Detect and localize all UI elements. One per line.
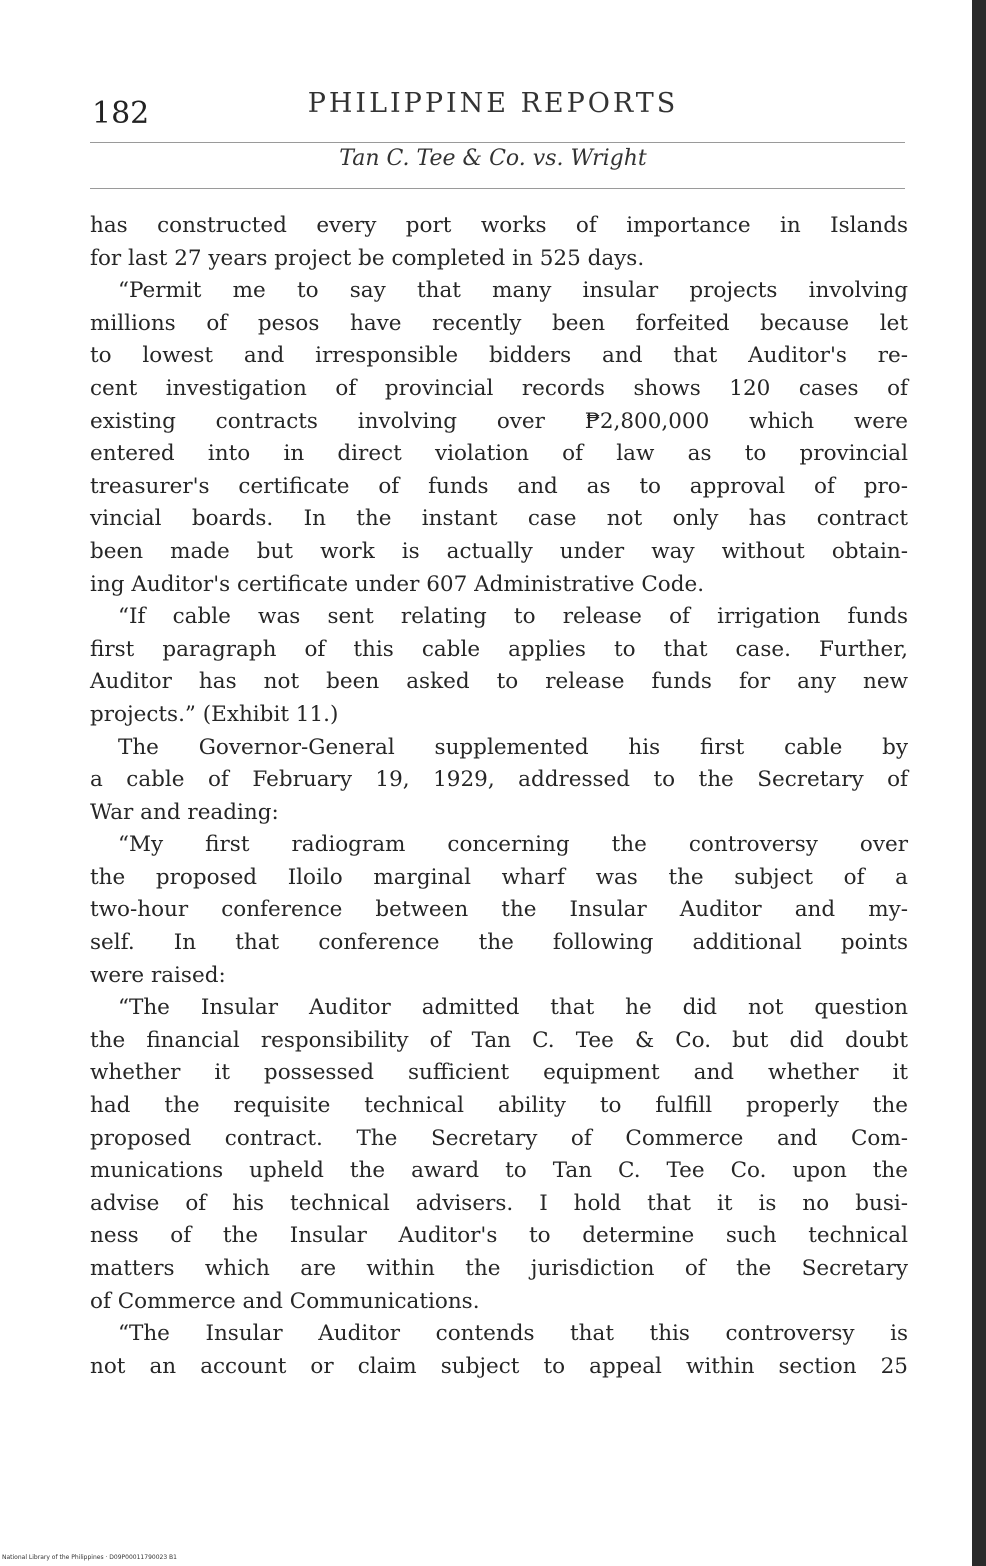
text-line: to lowest and irresponsible bidders and that Auditor's re- (90, 343, 908, 369)
case-title: Tan C. Tee & Co. vs. Wright (339, 146, 647, 171)
text-line: vincial boards. In the instant case not only has contract (90, 506, 908, 532)
text-line: “Permit me to say that many insular projects involving (118, 278, 908, 304)
text-line: two-hour conference between the Insular Auditor and my- (90, 897, 908, 923)
text-line: existing contracts involving over ₱2,800,000 which were (90, 408, 908, 434)
text-line: War and reading: (90, 799, 279, 825)
text-line: first paragraph of this cable applies to that case. Further, (90, 636, 908, 662)
header-rule-top (90, 142, 905, 143)
text-line: ness of the Insular Auditor's to determine such technical (90, 1223, 908, 1249)
text-line: has constructed every port works of importance in Islands (90, 213, 908, 238)
text-line: Auditor has not been asked to release funds for any new (90, 669, 908, 695)
header-rule-bottom (90, 188, 905, 189)
text-line: ing Auditor's certificate under 607 Administrative Code. (90, 571, 705, 597)
page-number: 182 (92, 96, 150, 131)
text-line: munications upheld the award to Tan C. Tee Co. upon the (90, 1158, 908, 1184)
text-line: were raised: (90, 962, 226, 988)
text-line: self. In that conference the following additional points (90, 930, 908, 956)
text-line: “The Insular Auditor admitted that he did not question (118, 995, 908, 1021)
text-line: for last 27 years project be completed in 525 days. (90, 245, 645, 271)
text-line: the proposed Iloilo marginal wharf was the subject of a (90, 864, 908, 890)
text-line: the financial responsibility of Tan C. Tee & Co. but did doubt (90, 1027, 908, 1053)
running-head: PHILIPPINE REPORTS (307, 88, 679, 119)
text-line: of Commerce and Communications. (90, 1288, 480, 1314)
text-line: been made but work is actually under way without obtain- (90, 538, 908, 564)
text-line: had the requisite technical ability to fulfill properly the (90, 1093, 908, 1119)
text-line: not an account or claim subject to appeal within section 25 (90, 1353, 908, 1379)
source-footnote: National Library of the Philippines · D09P00011790023 B1 (2, 1554, 177, 1561)
page-edge-shadow (972, 0, 986, 1566)
text-line: advise of his technical advisers. I hold that it is no busi- (90, 1190, 908, 1216)
body-text (90, 210, 908, 1383)
text-line: “If cable was sent relating to release of irrigation funds (118, 604, 908, 630)
text-line: entered into in direct violation of law as to provincial (90, 441, 908, 467)
text-line: proposed contract. The Secretary of Commerce and Com- (90, 1125, 908, 1151)
text-line: The Governor-General supplemented his first cable by (118, 734, 908, 760)
text-line: “The Insular Auditor contends that this controversy is (118, 1321, 908, 1347)
text-line: matters which are within the jurisdiction of the Secretary (90, 1256, 908, 1281)
text-line: millions of pesos have recently been forfeited because let (90, 310, 908, 336)
text-line: whether it possessed sufficient equipment and whether it (90, 1060, 908, 1086)
text-line: a cable of February 19, 1929, addressed to the Secretary of (90, 767, 908, 793)
text-line: “My first radiogram concerning the controversy over (118, 832, 908, 858)
text-line: treasurer's certificate of funds and as to approval of pro- (90, 473, 908, 499)
text-line: cent investigation of provincial records shows 120 cases of (90, 375, 908, 401)
text-line: projects.” (Exhibit 11.) (90, 701, 339, 727)
